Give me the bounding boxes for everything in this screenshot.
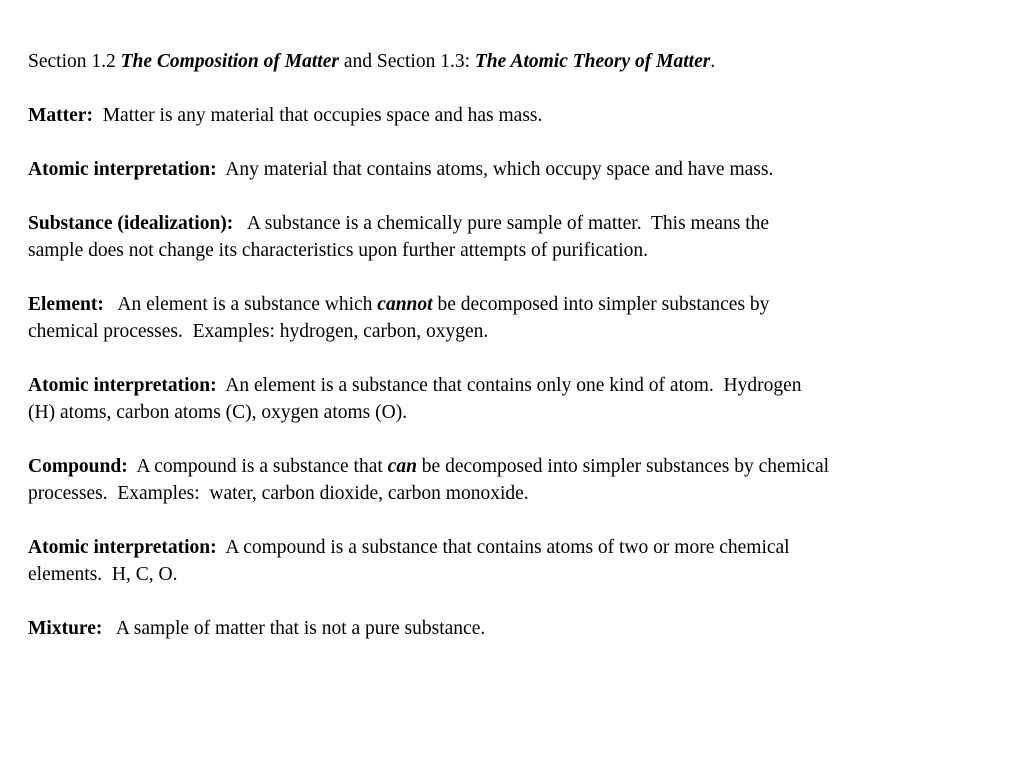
element-atomic-line1: An element is a substance that contains only one kind of atom. Hydrogen	[216, 375, 802, 396]
mixture-text: A sample of matter that is not a pure substance.	[102, 618, 486, 639]
header-prefix: Section 1.2	[28, 51, 121, 72]
section-header	[28, 48, 988, 75]
compound-text-after: be decomposed into simpler substances by chemical	[416, 456, 830, 477]
matter-atomic-term: Atomic interpretation:	[28, 159, 217, 180]
compound-line2: processes. Examples: water, carbon dioxide, carbon monoxide.	[28, 483, 529, 504]
compound-term: Compound:	[28, 456, 128, 477]
document-page	[28, 48, 988, 669]
substance-line2: sample does not change its characteristics upon further attempts of purification.	[28, 240, 649, 261]
compound-atomic-term: Atomic interpretation:	[28, 537, 217, 558]
compound-text-before: A compound is a substance that	[127, 456, 388, 477]
compound-atomic-interpretation	[28, 534, 988, 588]
element-line2: chemical processes. Examples: hydrogen, carbon, oxygen.	[28, 321, 489, 342]
matter-atomic-interpretation	[28, 156, 988, 183]
header-suffix: .	[710, 51, 716, 72]
compound-atomic-line2: elements. H, C, O.	[28, 564, 178, 585]
element-definition	[28, 291, 988, 345]
compound-definition	[28, 453, 988, 507]
mixture-term: Mixture:	[28, 618, 103, 639]
compound-atomic-line1: A compound is a substance that contains atoms of two or more chemical	[216, 537, 790, 558]
element-emphasis: cannot	[377, 294, 433, 315]
mixture-definition	[28, 615, 988, 642]
matter-definition	[28, 102, 988, 129]
element-text-before: An element is a substance which	[103, 294, 378, 315]
section-1-2-title: The Composition of Matter	[120, 51, 339, 72]
element-term: Element:	[28, 294, 104, 315]
substance-line1: A substance is a chemically pure sample of matter. This means the	[233, 213, 770, 234]
element-atomic-term: Atomic interpretation:	[28, 375, 217, 396]
matter-text: Matter is any material that occupies space and has mass.	[92, 105, 543, 126]
matter-term: Matter:	[28, 105, 93, 126]
element-text-after: be decomposed into simpler substances by	[432, 294, 770, 315]
compound-emphasis: can	[387, 456, 417, 477]
section-1-3-title: The Atomic Theory of Matter	[474, 51, 711, 72]
header-middle: and Section 1.3:	[338, 51, 475, 72]
element-atomic-line2: (H) atoms, carbon atoms (C), oxygen atoms (O).	[28, 402, 408, 423]
substance-definition	[28, 210, 988, 264]
element-atomic-interpretation	[28, 372, 988, 426]
substance-term: Substance (idealization):	[28, 213, 234, 234]
matter-atomic-text: Any material that contains atoms, which occupy space and have mass.	[216, 159, 774, 180]
